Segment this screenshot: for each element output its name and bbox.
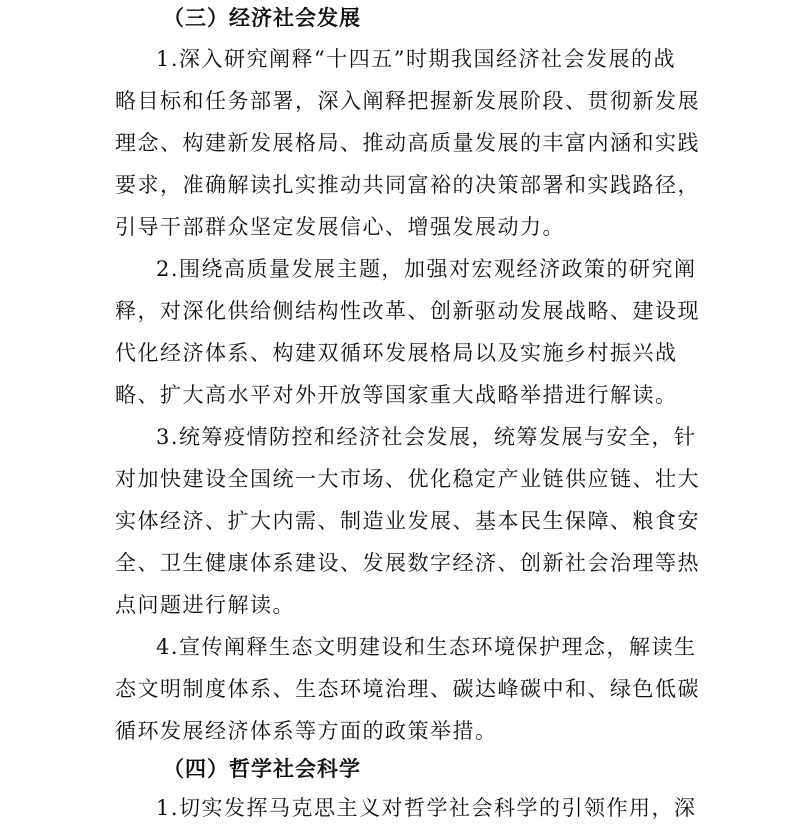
paragraph-line: 循环发展经济体系等方面的政策举措。: [115, 719, 498, 743]
paragraph-line: 略目标和任务部署，深入阐释把握新发展阶段、贯彻新发展: [115, 89, 700, 113]
paragraph-line: 点问题进行解读。: [115, 593, 295, 617]
paragraph-line: 引导干部群众坚定发展信心、增强发展动力。: [115, 215, 565, 239]
paragraph-line: 1.切实发挥马克思主义对哲学社会科学的引领作用，深: [156, 796, 697, 820]
paragraph-line: 态文明制度体系、生态环境治理、碳达峰碳中和、绿色低碳: [115, 677, 700, 701]
paragraph-line: 要求，准确解读扎实推动共同富裕的决策部署和实践路径，: [115, 173, 700, 197]
paragraph-line: 4.宣传阐释生态文明建设和生态环境保护理念，解读生: [156, 635, 697, 659]
paragraph-line: 略、扩大高水平对外开放等国家重大战略举措进行解读。: [115, 383, 678, 407]
paragraph-line: 2.围绕高质量发展主题，加强对宏观经济政策的研究阐: [156, 257, 697, 281]
section-heading-philosophy: （四）哲学社会科学: [163, 756, 361, 781]
paragraph-line: 1.深入研究阐释“十四五”时期我国经济社会发展的战: [156, 47, 677, 71]
paragraph-line: 全、卫生健康体系建设、发展数字经济、创新社会治理等热: [115, 551, 700, 575]
paragraph-line: 代化经济体系、构建双循环发展格局以及实施乡村振兴战: [115, 341, 678, 365]
paragraph-line: 释，对深化供给侧结构性改革、创新驱动发展战略、建设现: [115, 299, 700, 323]
paragraph-line: 对加快建设全国统一大市场、优化稳定产业链供应链、壮大: [115, 467, 700, 491]
paragraph-line: 理念、构建新发展格局、推动高质量发展的丰富内涵和实践: [115, 131, 700, 155]
paragraph-line: 3.统筹疫情防控和经济社会发展，统筹发展与安全，针: [156, 425, 697, 449]
paragraph-line: 实体经济、扩大内需、制造业发展、基本民生保障、粮食安: [115, 509, 700, 533]
section-heading-economy: （三）经济社会发展: [163, 5, 361, 30]
